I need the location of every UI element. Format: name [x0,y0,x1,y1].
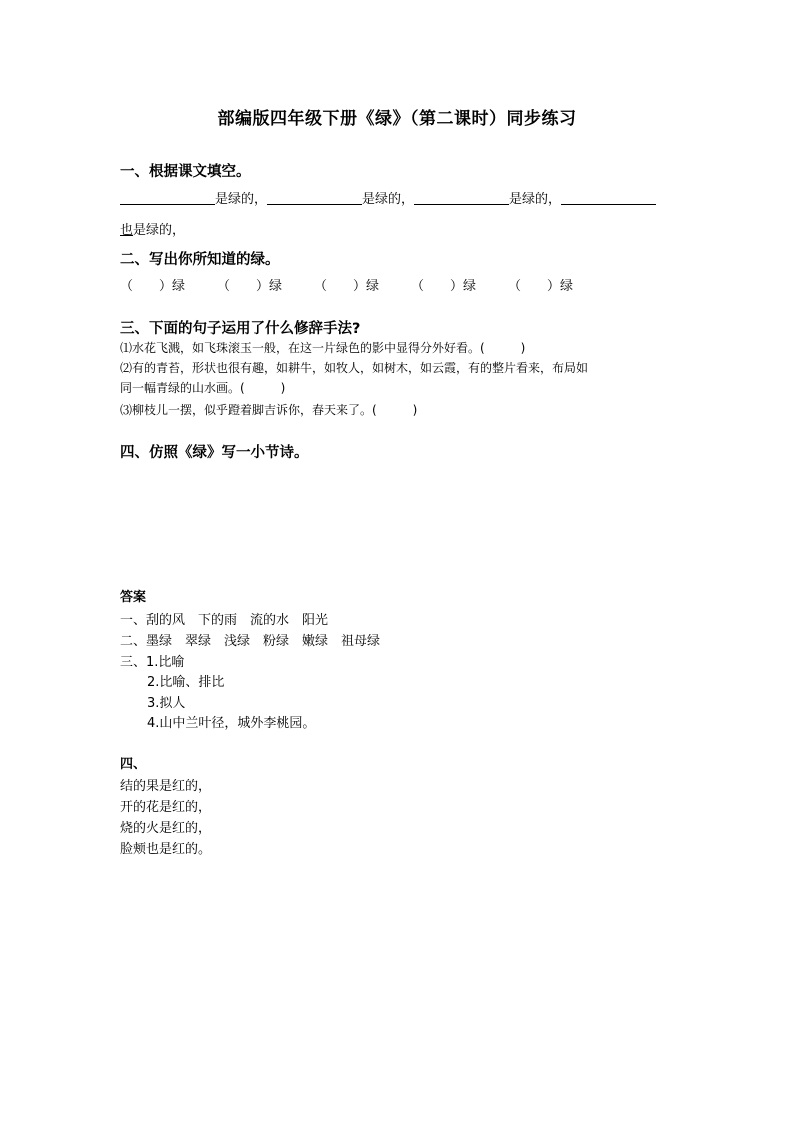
poem-line: 脸颊也是红的。 [120,842,212,857]
q1-fill-line-1 [120,188,656,207]
q1-text: 是绿的， [362,192,415,207]
q2-item: （ ）绿 [120,279,186,294]
answer-3-3: 3.拟人 [147,696,186,711]
fill-blank[interactable] [120,191,215,205]
q3-sentence-3: ⑶柳枝儿一摆，似乎蹬着脚吉诉你，春天来了。( ) [120,403,418,417]
q1-heading: 一、根据课文填空。 [120,164,251,180]
q2-item: （ ）绿 [411,279,477,294]
fill-blank[interactable] [561,191,656,205]
poem-line: 烧的火是红的， [120,821,212,836]
q3-sentence-1: ⑴水花飞溅，如飞珠滚玉一般，在这一片绿色的影中显得分外好看。( ) [120,341,526,355]
q1-fill-line-2 [120,219,185,238]
q1-text: 是绿的， [133,223,186,238]
answer-3-4: 4.山中兰叶径，城外李桃园。 [147,716,316,731]
fill-blank[interactable] [267,191,362,205]
poem-line: 开的花是红的， [120,800,212,815]
q3-heading: 三、下面的句子运用了什么修辞手法? [120,321,361,337]
q1-text: 是绿的， [215,192,268,207]
answer-3-1: 三、1.比喻 [120,655,185,670]
q3-sentence-2-cont: 同一幅青绿的山水画。( ) [120,381,286,395]
answer-1: 一、刮的风 下的雨 流的水 阳光 [120,613,329,628]
poem-line: 结的果是红的， [120,779,212,794]
q1-underlined-text: 也 [120,223,134,238]
q1-text: 是绿的， [509,192,562,207]
q4-heading: 四、仿照《绿》写一小节诗。 [120,445,309,461]
answer-4-heading: 四、 [120,757,147,772]
q2-item: （ ）绿 [314,279,380,294]
answer-2: 二、墨绿 翠绿 浅绿 粉绿 嫩绿 祖母绿 [120,634,381,649]
answer-3-2: 2.比喻、排比 [147,675,225,690]
q2-item: （ ）绿 [217,279,283,294]
q2-heading: 二、写出你所知道的绿。 [120,252,280,268]
answers-heading: 答案 [120,590,147,605]
q3-sentence-2: ⑵有的青苔，形状也很有趣，如耕牛，如牧人，如树木，如云霞，有的整片看来，布局如 [120,361,589,375]
fill-blank[interactable] [414,191,509,205]
page-title: 部编版四年级下册《绿》（第二课时）同步练习 [217,109,577,129]
q2-item: （ ）绿 [508,279,574,294]
